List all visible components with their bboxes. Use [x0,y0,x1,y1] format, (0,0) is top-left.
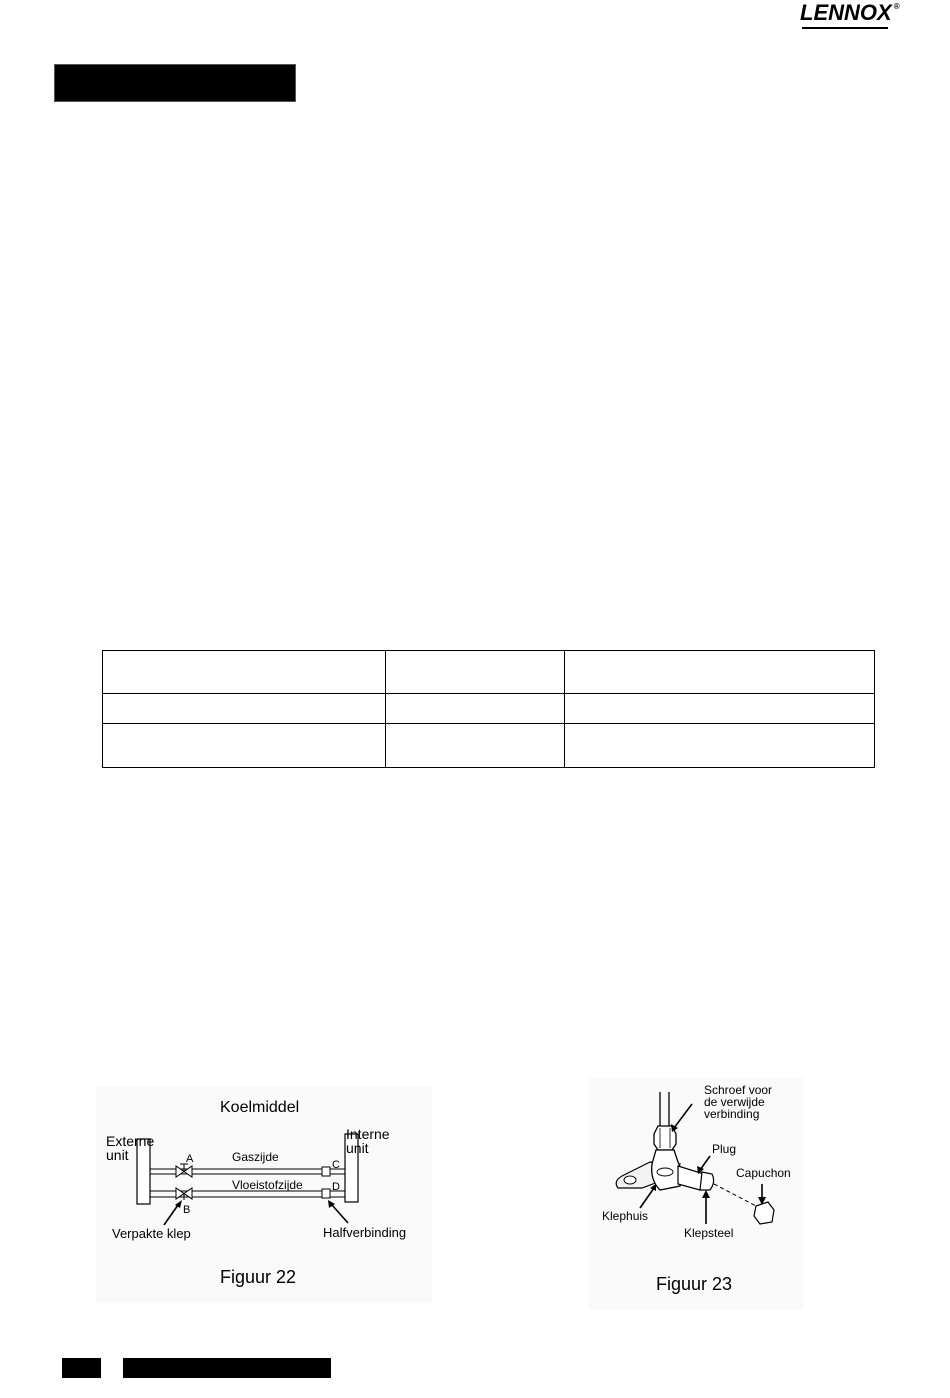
registered-mark: ® [893,2,900,11]
label-valve-b: B [183,1204,191,1216]
table-row [103,651,875,694]
label-valve-a: A [186,1153,194,1165]
cap-part [754,1202,774,1224]
table-cell [565,651,875,694]
logo-underline [802,27,888,29]
label-halfverbinding: Halfverbinding [323,1225,407,1240]
specification-table [102,650,875,768]
label-capuchon: Capuchon [736,1166,791,1180]
footer-page-number-bar [62,1358,101,1378]
footer-title-bar [123,1358,331,1378]
arrow-halfverbinding [332,1205,348,1223]
arrow-plug [700,1156,710,1170]
section-header-bar [54,64,296,102]
label-vloeistofzijde: Vloeistofzijde [232,1178,303,1192]
figure-22-title: Koelmiddel [220,1099,300,1116]
valve-body [652,1150,682,1190]
table-cell [565,694,875,724]
table-cell [565,724,875,768]
label-klephuis: Klephuis [602,1209,649,1223]
connector-d [322,1189,330,1198]
brand-logo-text: LENNOX [800,0,892,25]
label-connector-c: C [332,1159,340,1171]
figure-22-refrigerant-diagram [96,1087,432,1303]
table-cell [103,651,386,694]
label-schroef: Schroef voor de verwijde verbinding [704,1083,773,1121]
label-gaszijde: Gaszijde [232,1150,279,1164]
table-cell [385,651,565,694]
valve-stem [700,1172,714,1190]
table-row [103,694,875,724]
table-cell [103,694,386,724]
table-cell [385,724,565,768]
connector-c [322,1167,330,1176]
arrow-verpakte-klep [164,1205,178,1225]
label-plug: Plug [712,1142,737,1156]
arrow-schroef [674,1104,692,1128]
label-connector-d: D [332,1181,340,1193]
arrow-klephuis [640,1188,654,1208]
label-externe-unit: Externe unit [106,1133,155,1163]
label-verpakte-klep: Verpakte klep [112,1226,191,1241]
label-interne-unit: Interne unit [346,1126,390,1156]
table-cell [385,694,565,724]
figure-22-caption: Figuur 22 [220,1267,297,1287]
dashed-guide [714,1184,756,1206]
brand-logo [800,0,900,26]
table-cell [103,724,386,768]
figure-23-caption: Figuur 23 [656,1274,733,1294]
table-row [103,724,875,768]
label-klepsteel: Klepsteel [684,1226,734,1240]
figure-23-service-valve [588,1078,804,1310]
